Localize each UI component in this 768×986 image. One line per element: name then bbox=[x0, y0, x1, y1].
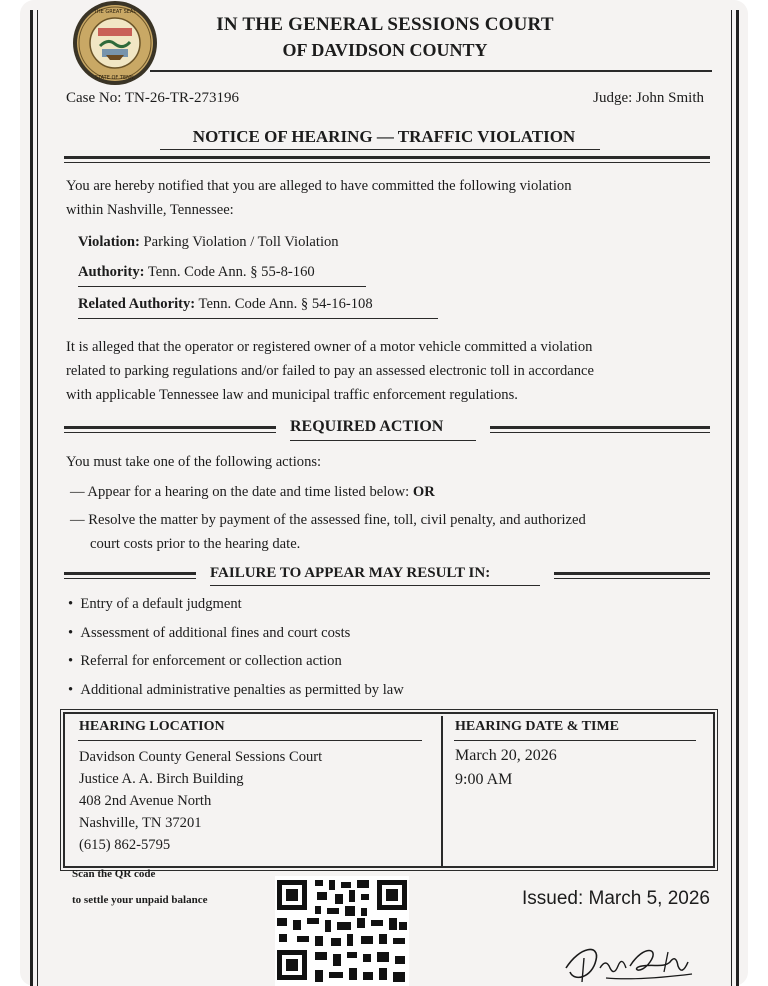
failure-rule-right-thin bbox=[554, 578, 710, 579]
qr-instruction-line-2: to settle your unpaid balance bbox=[72, 894, 208, 906]
required-action-rule-left bbox=[64, 426, 276, 429]
notice-title: NOTICE OF HEARING — TRAFFIC VIOLATION bbox=[192, 127, 576, 146]
hearing-location-heading-rule bbox=[78, 740, 422, 741]
hearing-location-line: Justice A. A. Birch Building bbox=[79, 771, 244, 787]
required-action-option-2-line-2: court costs prior to the hearing date. bbox=[90, 536, 301, 552]
right-frame-line-inner bbox=[731, 10, 732, 986]
authority-value: Tenn. Code Ann. § 55-8-160 bbox=[147, 264, 315, 280]
failure-heading: FAILURE TO APPEAR MAY RESULT IN: bbox=[210, 565, 491, 581]
option-1-or: OR bbox=[412, 484, 435, 500]
failure-item-text: Referral for enforcement or collection action bbox=[80, 653, 342, 669]
allegation-line-2: related to parking regulations and/or failed to pay an assessed electronic toll in accordance bbox=[66, 363, 595, 379]
required-action-rule-right-thin bbox=[490, 432, 710, 433]
state-seal-icon bbox=[62, 0, 168, 86]
court-name-line2: OF DAVIDSON COUNTY bbox=[282, 40, 488, 60]
failure-rule-left bbox=[64, 572, 196, 575]
failure-item-text: Entry of a default judgment bbox=[80, 596, 242, 612]
payment-qr-code[interactable] bbox=[275, 876, 409, 986]
required-action-rule-right bbox=[490, 426, 710, 429]
svg-text:STATE OF TENN.: STATE OF TENN. bbox=[94, 75, 136, 81]
related-authority-underline bbox=[78, 318, 438, 319]
hearing-location-heading: HEARING LOCATION bbox=[79, 719, 225, 734]
judge-name: Judge: John Smith bbox=[593, 90, 704, 106]
failure-heading-underline bbox=[210, 585, 540, 586]
hearing-location-phone: (615) 862-5795 bbox=[79, 837, 171, 853]
intro-line-1: You are hereby notified that you are alleged to have committed the following violation bbox=[66, 178, 572, 194]
failure-item-text: Assessment of additional fines and court costs bbox=[80, 625, 351, 641]
title-underline bbox=[160, 149, 600, 150]
left-frame-line-inner bbox=[37, 10, 38, 986]
failure-rule-right bbox=[554, 572, 710, 575]
right-frame-line bbox=[736, 10, 739, 986]
required-action-heading-underline bbox=[290, 440, 476, 441]
hearing-time: 9:00 AM bbox=[455, 771, 513, 788]
option-1-text: — Appear for a hearing on the date and time listed below: bbox=[70, 484, 413, 500]
required-action-option-2-line-1: — Resolve the matter by payment of the assessed fine, toll, civil penalty, and authorized bbox=[70, 512, 586, 528]
hearing-datetime-heading-rule bbox=[454, 740, 696, 741]
violation-row bbox=[78, 230, 339, 254]
judge-signature bbox=[560, 938, 700, 986]
hearing-date: March 20, 2026 bbox=[455, 747, 557, 764]
required-action-rule-left-thin bbox=[64, 432, 276, 433]
hearing-location-line: 408 2nd Avenue North bbox=[79, 793, 212, 809]
allegation-line-3: with applicable Tennessee law and municipal traffic enforcement regulations. bbox=[66, 387, 518, 403]
authority-label: Authority: bbox=[78, 264, 145, 280]
title-double-rule-top bbox=[64, 156, 710, 159]
court-name-line1: IN THE GENERAL SESSIONS COURT bbox=[216, 14, 554, 35]
case-number: Case No: TN-26-TR-273196 bbox=[66, 90, 240, 106]
violation-value: Parking Violation / Toll Violation bbox=[143, 234, 339, 250]
authority-row bbox=[78, 260, 315, 284]
allegation-line-1: It is alleged that the operator or registered owner of a motor vehicle committed a violation bbox=[66, 339, 593, 355]
related-authority-label: Related Authority: bbox=[78, 296, 196, 312]
title-double-rule-bottom bbox=[64, 162, 710, 163]
failure-item: • Entry of a default judgment bbox=[68, 596, 242, 612]
issued-date: Issued: March 5, 2026 bbox=[522, 888, 710, 909]
failure-rule-left-thin bbox=[64, 578, 196, 579]
required-action-heading: REQUIRED ACTION bbox=[290, 418, 444, 435]
left-frame-line bbox=[30, 10, 33, 986]
violation-label: Violation: bbox=[78, 234, 140, 250]
required-action-lead: You must take one of the following actions: bbox=[66, 454, 322, 470]
header-rule bbox=[150, 70, 712, 72]
hearing-box-divider bbox=[441, 716, 443, 866]
authority-underline bbox=[78, 286, 366, 287]
failure-item: • Referral for enforcement or collection action bbox=[68, 653, 342, 669]
failure-item: • Additional administrative penalties as permitted by law bbox=[68, 682, 404, 698]
hearing-location-line: Davidson County General Sessions Court bbox=[79, 749, 323, 765]
qr-instruction-line-1: Scan the QR code bbox=[72, 868, 156, 880]
intro-line-2: within Nashville, Tennessee: bbox=[66, 202, 234, 218]
related-authority-row bbox=[78, 292, 373, 316]
required-action-option-1 bbox=[70, 480, 435, 504]
hearing-datetime-heading: HEARING DATE & TIME bbox=[455, 719, 620, 734]
failure-item-text: Additional administrative penalties as permitted by law bbox=[80, 682, 404, 698]
svg-text:THE GREAT SEAL: THE GREAT SEAL bbox=[93, 9, 137, 15]
hearing-location-line: Nashville, TN 37201 bbox=[79, 815, 202, 831]
failure-item: • Assessment of additional fines and court costs bbox=[68, 625, 351, 641]
related-authority-value: Tenn. Code Ann. § 54-16-108 bbox=[198, 296, 373, 312]
